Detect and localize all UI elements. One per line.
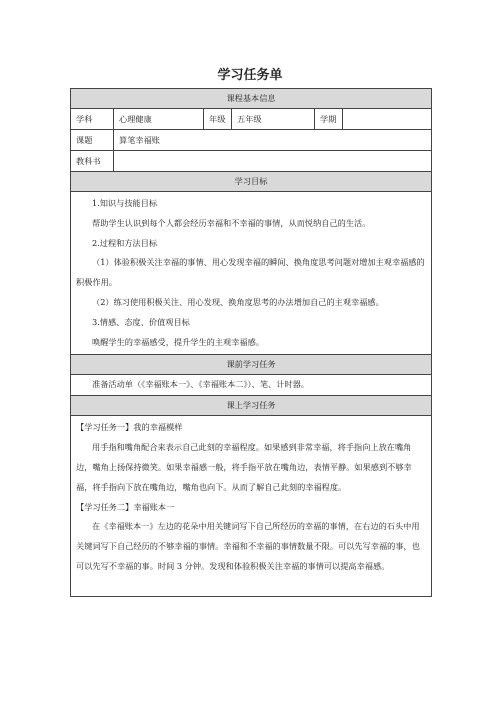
goal-line-2: 帮助学生认识到每个人都会经历幸福和不幸福的事情，从而悦纳自己的生活。 [92, 217, 371, 228]
goal-line-4: （1）体验积极关注幸福的事情、用心发现幸福的瞬间、换角度思考问题对增加主观幸福感的积极作用。 [76, 257, 425, 288]
grade-value: 五年级 [232, 109, 315, 130]
pre-class-text: 准备活动单（《幸福账本一》、《幸福账本二》）、笔、计时器。 [92, 379, 309, 390]
topic-value: 算笔幸福账 [114, 130, 432, 151]
task2-title: 【学习任务二】幸福账本一 [76, 501, 175, 512]
goals-content [71, 192, 432, 355]
goal-line-6: 3.情感、态度、价值观目标 [92, 316, 190, 327]
textbook-label: 教科书 [71, 151, 114, 172]
goal-line-7: 唤醒学生的幸福感受，提升学生的主观幸福感。 [92, 336, 264, 347]
term-label: 学期 [315, 109, 343, 130]
pre-class-section-title: 课前学习任务 [71, 355, 432, 375]
basic-info-section-title: 课程基本信息 [71, 89, 432, 109]
task-sheet-table [70, 88, 432, 597]
goal-line-1: 1.知识与技能目标 [92, 198, 158, 208]
topic-row [71, 130, 432, 151]
task1-title: 【学习任务一】我的幸福模样 [76, 422, 183, 433]
goals-content-row [71, 192, 432, 355]
pre-class-header-row [71, 355, 432, 375]
task1-text: 用手指和嘴角配合来表示自己此刻的幸福程度。如果感到非常幸福，将手指向上放在嘴角边，嘴角上扬保持微笑。如果幸福感一般，将手指平放在嘴角边，表情平静。如果感到不够幸福，将手指向下放在嘴角边，嘴角也向下。从而了解自己此刻的幸福程度。 [76, 442, 412, 492]
term-value [343, 109, 432, 130]
pre-class-content-row [71, 375, 432, 396]
in-class-header-row [71, 396, 432, 416]
textbook-value [114, 151, 432, 172]
basic-info-header-row [71, 89, 432, 109]
goals-section-title: 学习目标 [71, 172, 432, 192]
pre-class-content [71, 375, 432, 396]
topic-label: 课题 [71, 130, 114, 151]
goal-line-5: （2）练习使用积极关注、用心发现、换角度思考的办法增加自己的主观幸福感。 [92, 296, 384, 307]
grade-label: 年级 [204, 109, 232, 130]
in-class-content [71, 416, 432, 597]
subject-value: 心理健康 [114, 109, 204, 130]
goals-header-row [71, 172, 432, 192]
document-title: 学习任务单 [217, 68, 283, 83]
task2-text: 在《幸福账本一》左边的花朵中用关键词写下自己所经历的幸福的事情，在右边的石头中用关键词写下自己经历的不够幸福的事情。幸福和不幸福的事情数量不限。可以先写幸福的事，也可以先写不幸福的事。时间 3 分钟。发现和体验积极关注幸福的事情可以提高幸福感。 [76, 521, 420, 571]
goal-line-3: 2.过程和方法目标 [92, 237, 158, 248]
subject-label: 学科 [71, 109, 114, 130]
textbook-row [71, 151, 432, 172]
subject-row [71, 109, 432, 130]
in-class-section-title: 课上学习任务 [71, 396, 432, 416]
in-class-content-row [71, 416, 432, 597]
